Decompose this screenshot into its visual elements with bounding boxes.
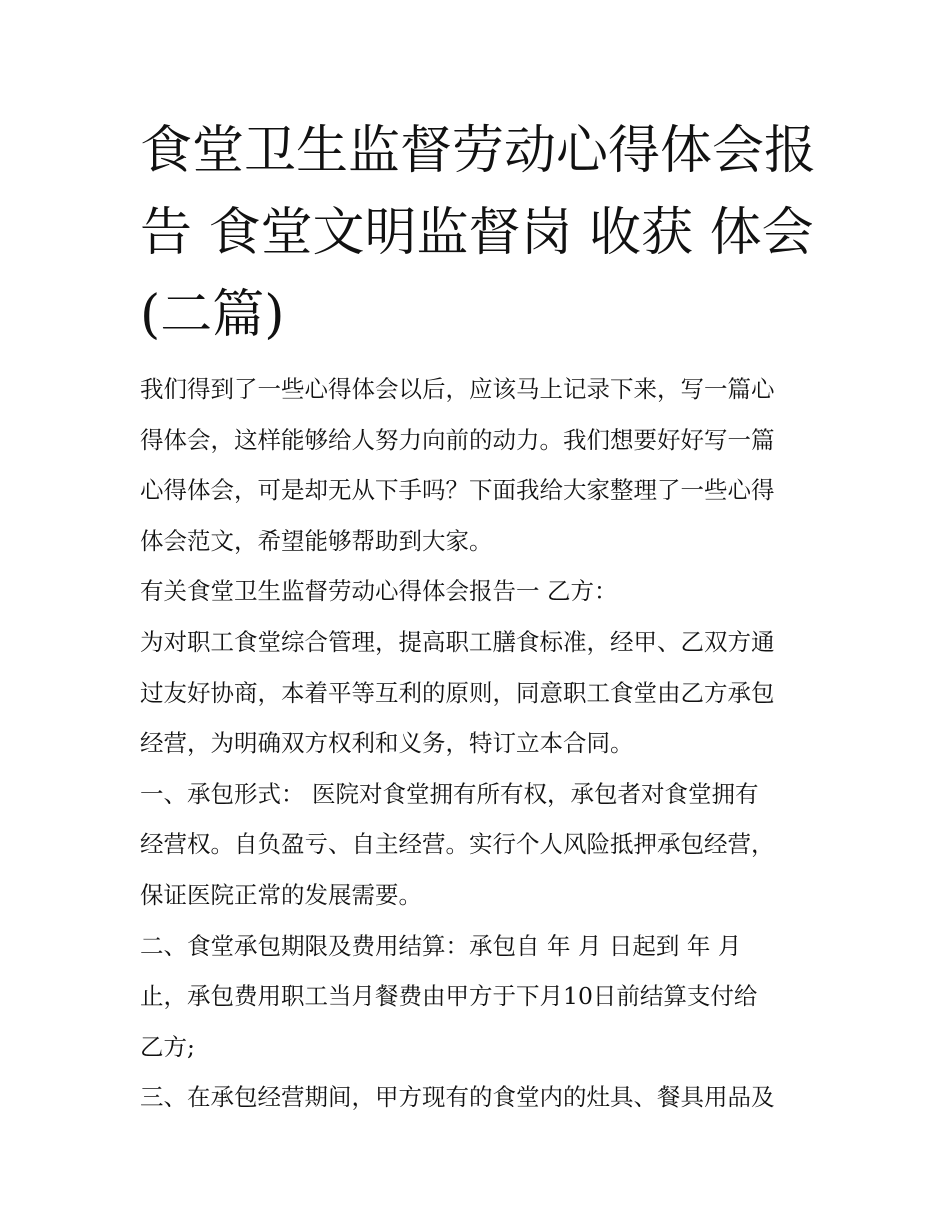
body-line: 三、在承包经营期间，甲方现有的食堂内的灶具、餐具用品及 (140, 1083, 775, 1112)
body-line: 有关食堂卫生监督劳动心得体会报告一 乙方： (140, 577, 618, 606)
body-line: 二、食堂承包期限及费用结算：承包自 年 月 日起到 年 月 (140, 931, 742, 960)
document-body (140, 364, 820, 1123)
body-line: 一、承包形式： 医院对食堂拥有所有权，承包者对食堂拥有 (140, 779, 759, 808)
body-line: 体会范文，希望能够帮助到大家。 (140, 526, 493, 555)
body-line: 经营权。自负盈亏、自主经营。实行个人风险抵押承包经营， (140, 830, 775, 859)
document-page (140, 110, 820, 1123)
title-line: 食堂卫生监督劳动心得体会报 (140, 121, 817, 181)
body-line: 经营，为明确双方权利和义务，特订立本合同。 (140, 729, 634, 758)
title-line: 告 食堂文明监督岗 收获 体会 (140, 203, 814, 263)
body-line: 心得体会，可是却无从下手吗？下面我给大家整理了一些心得 (140, 476, 775, 505)
body-line: 我们得到了一些心得体会以后，应该马上记录下来，写一篇心 (140, 375, 775, 403)
body-line: 保证医院正常的发展需要。 (140, 880, 422, 909)
body-line: 为对职工食堂综合管理，提高职工膳食标准，经甲、乙双方通 (140, 627, 775, 656)
title-line: (二篇) (140, 285, 285, 345)
body-line: 止，承包费用职工当月餐费由甲方于下月10日前结算支付给 (140, 982, 758, 1011)
body-line: 过友好协商，本着平等互利的原则，同意职工食堂由乙方承包 (140, 678, 775, 707)
body-line: 乙方; (140, 1032, 195, 1061)
body-line: 得体会，这样能够给人努力向前的动力。我们想要好好写一篇 (140, 425, 775, 454)
document-title (140, 110, 820, 356)
